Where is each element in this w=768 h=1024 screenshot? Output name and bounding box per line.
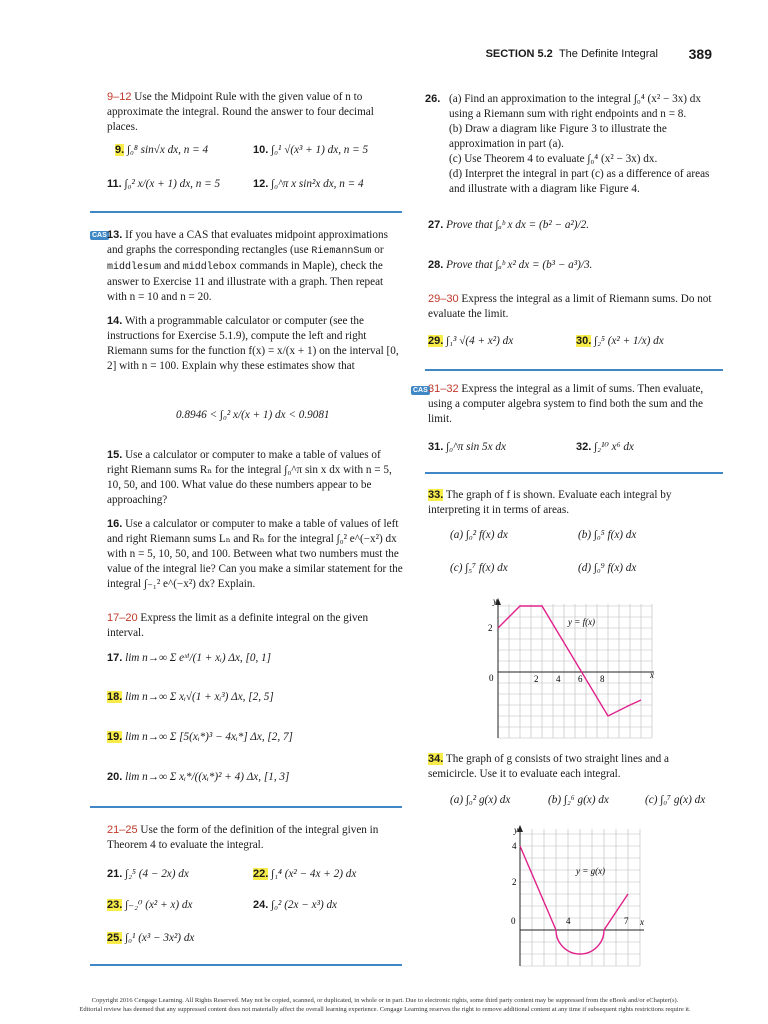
exercise-25: [107, 931, 194, 946]
exercise-number: 20.: [107, 771, 123, 783]
graph-g-x-tick: 4: [566, 916, 571, 926]
instructions-29-30: [428, 292, 718, 322]
code-middlesum: middlesum: [107, 262, 162, 273]
graph-f-x-tick: 6: [578, 674, 583, 684]
exercise-text: Use a calculator or computer to make a table of values of left and right Riemann sums Lₙ and Rₙ for the integral ∫₀² e^(−x²) dx with n = 5, 10, 50, and 100. Between what two numbers must the value of the integral lie? Can you make a similar statement for the integral ∫₋₁² e^(−x²) dx? Explain.: [107, 518, 403, 590]
exercise-16: [107, 517, 403, 592]
exercise-expression: ∫₀¹ (x³ − 3x²) dx: [125, 932, 195, 944]
cas-icon: CAS: [413, 387, 428, 394]
exercise-22: [253, 867, 356, 882]
footer-line-1: Copyright 2016 Cengage Learning. All Rights Reserved. May not be copied, scanned, or duplicated, in whole or in part. Due to electronic rights, some third party content may be suppressed from the eBook and/or eChapter(s).: [91, 997, 679, 1004]
graph-g-x-tick: 7: [624, 916, 629, 926]
instructions-17-20: [107, 611, 403, 641]
exercise-number: 29.: [428, 335, 444, 347]
exercise-33-part-c: (c) ∫₅⁷ f(x) dx: [450, 562, 508, 574]
exercise-10: [253, 143, 368, 158]
range-label: 31–32: [428, 383, 459, 395]
exercise-expression: ∫₂¹⁰ x⁶ dx: [594, 441, 634, 453]
exercise-number: 28.: [428, 259, 444, 271]
code-middlebox: middlebox: [182, 262, 237, 273]
exercise-expression: ∫₀² (2x − x³) dx: [271, 899, 338, 911]
exercise-14: [107, 314, 403, 374]
exercise-text: and: [163, 260, 180, 272]
exercise-14-inequality: 0.8946 < ∫₀² x/(x + 1) dx < 0.9081: [176, 409, 330, 421]
exercise-28: [428, 258, 592, 273]
graph-g-curve-label: y = g(x): [576, 866, 606, 876]
exercise-number: 12.: [253, 178, 269, 190]
graph-g: [500, 824, 650, 970]
section-divider: [425, 472, 723, 474]
exercise-expression: Prove that ∫ₐᵇ x² dx = (b³ − a³)/3.: [446, 259, 593, 271]
graph-g-y-tick-2: 2: [512, 877, 517, 887]
graph-f-x-tick: 8: [600, 674, 605, 684]
exercise-34: [428, 752, 718, 782]
exercise-text: With a programmable calculator or computer (see the instructions for Exercise 5.1.9), compute the left and right Riemann sums for the function f(x) = x/(x + 1) on the interval [0, 2] with n = 100. Explain why these estimates show that: [107, 315, 399, 372]
exercise-29: [428, 334, 513, 349]
exercise-30: [576, 334, 664, 349]
page-header: [0, 46, 768, 66]
exercise-text: If you have a CAS that evaluates midpoint approximations and graphs the corresponding rectangles (use: [107, 229, 388, 256]
exercise-number: 11.: [107, 178, 122, 190]
graph-f-y-tick: 2: [488, 623, 493, 633]
exercise-number: 26.: [425, 93, 441, 105]
exercise-31: [428, 440, 506, 455]
exercise-expression: Prove that ∫ₐᵇ x dx = (b² − a²)/2.: [446, 219, 589, 231]
instruction-text: Express the integral as a limit of sums. Then evaluate, using a computer algebra system to find both the sum and the limit.: [428, 383, 704, 425]
exercise-21: [107, 867, 189, 882]
graph-f-x-tick: 2: [534, 674, 539, 684]
exercise-number: 21.: [107, 868, 123, 880]
graph-g-x-label: x: [640, 917, 644, 927]
exercise-number: 34.: [428, 753, 444, 765]
exercise-32: [576, 440, 634, 455]
exercise-number: 18.: [107, 691, 123, 703]
graph-f-origin: 0: [489, 673, 494, 683]
exercise-expression: ∫₁³ √(4 + x²) dx: [446, 335, 514, 347]
exercise-26-part-c: (c) Use Theorem 4 to evaluate ∫₀⁴ (x² − 3x) dx.: [449, 153, 658, 165]
exercise-text: The graph of f is shown. Evaluate each integral by interpreting it in terms of areas.: [428, 489, 672, 516]
exercise-text: The graph of g consists of two straight lines and a semicircle. Use it to evaluate each integral.: [428, 753, 669, 780]
range-label: 21–25: [107, 824, 138, 836]
section-divider: [425, 369, 723, 371]
section-title: The Definite Integral: [558, 48, 658, 60]
exercise-expression: ∫₂⁵ (x² + 1/x) dx: [594, 335, 664, 347]
exercise-number: 32.: [576, 441, 592, 453]
exercise-26: [425, 92, 721, 197]
exercise-text: or: [374, 244, 384, 256]
cas-icon: CAS: [92, 232, 107, 239]
instruction-text: Use the Midpoint Rule with the given value of n to approximate the integral. Round the answer to four decimal places.: [107, 91, 374, 133]
exercise-number: 17.: [107, 652, 123, 664]
exercise-expression: ∫₁⁴ (x² − 4x + 2) dx: [271, 868, 357, 880]
range-label: 29–30: [428, 293, 459, 305]
graph-f-y-label: y: [493, 596, 497, 606]
exercise-number: 19.: [107, 731, 123, 743]
exercise-text: Use a calculator or computer to make a table of values of right Riemann sums Rₙ for the integral ∫₀^π sin x dx with n = 5, 10, 50, and 100. What value do these numbers appear to be approaching?: [107, 449, 392, 506]
exercise-26-part-b: (b) Draw a diagram like Figure 3 to illustrate the approximation in part (a).: [449, 123, 667, 150]
exercise-26-part-d: (d) Interpret the integral in part (c) as a difference of areas and illustrate with a diagram like Figure 4.: [449, 168, 710, 195]
exercise-expression: ∫₀² x/(x + 1) dx, n = 5: [124, 178, 221, 190]
exercise-expression: lim n→∞ Σ xᵢ√(1 + xᵢ³) Δx, [2, 5]: [125, 691, 274, 703]
exercise-23: [107, 898, 192, 913]
exercise-number: 23.: [107, 899, 123, 911]
exercise-33-part-a: (a) ∫₀² f(x) dx: [450, 529, 508, 541]
exercise-expression: ∫₀¹ √(x³ + 1) dx, n = 5: [271, 144, 369, 156]
range-label: 9–12: [107, 91, 132, 103]
exercise-number: 10.: [253, 144, 269, 156]
exercise-34-part-b: (b) ∫₂⁶ g(x) dx: [548, 794, 609, 806]
exercise-expression: lim n→∞ Σ xᵢ*/((xᵢ*)² + 4) Δx, [1, 3]: [125, 771, 290, 783]
graph-f-curve-label: y = f(x): [568, 617, 596, 627]
section-label: SECTION 5.2: [485, 48, 553, 60]
exercise-12: [253, 177, 364, 192]
exercise-33-part-b: (b) ∫₀⁵ f(x) dx: [578, 529, 637, 541]
exercise-27: [428, 218, 589, 233]
instruction-text: Express the integral as a limit of Riemann sums. Do not evaluate the limit.: [428, 293, 712, 320]
exercise-33-part-d: (d) ∫₀⁹ f(x) dx: [578, 562, 637, 574]
instructions-9-12: [107, 90, 403, 135]
exercise-34-part-a: (a) ∫₀² g(x) dx: [450, 794, 511, 806]
exercise-number: 24.: [253, 899, 269, 911]
exercise-number: 9.: [115, 144, 125, 156]
exercise-number: 22.: [253, 868, 269, 880]
exercise-number: 31.: [428, 441, 444, 453]
exercise-19: [107, 730, 293, 745]
exercise-number: 14.: [107, 315, 123, 327]
exercise-expression: ∫₀⁸ sin√x dx, n = 4: [126, 144, 209, 156]
exercise-11: [107, 177, 220, 192]
range-label: 17–20: [107, 612, 138, 624]
section-divider: [90, 806, 402, 808]
exercise-24: [253, 898, 337, 913]
graph-g-y-label: y: [514, 825, 518, 835]
exercise-number: 13.: [107, 229, 123, 241]
exercise-number: 25.: [107, 932, 123, 944]
exercise-number: 27.: [428, 219, 444, 231]
exercise-text: commands in Maple), check the answer to Exercise 11 and illustrate with a graph. Then repeat with n = 10 and n = 20.: [107, 260, 384, 303]
exercise-number: 33.: [428, 489, 444, 501]
exercise-34-part-c: (c) ∫₀⁷ g(x) dx: [645, 794, 706, 806]
instructions-31-32: [428, 382, 718, 427]
exercise-20: [107, 770, 289, 785]
graph-f-x-tick: 4: [556, 674, 561, 684]
instruction-text: Use the form of the definition of the integral given in Theorem 4 to evaluate the integral.: [107, 824, 379, 851]
exercise-17: [107, 651, 271, 666]
exercise-expression: ∫₀^π x sin²x dx, n = 4: [271, 178, 364, 190]
exercise-number: 15.: [107, 449, 123, 461]
exercise-15: [107, 448, 403, 508]
page-number: 389: [688, 46, 712, 62]
instruction-text: Express the limit as a definite integral on the given interval.: [107, 612, 369, 639]
copyright-footer: [40, 996, 730, 1014]
section-heading: [486, 48, 658, 60]
exercise-18: [107, 690, 274, 705]
graph-g-grid: [520, 829, 640, 966]
graph-g-origin: 0: [511, 916, 516, 926]
exercise-number: 16.: [107, 518, 123, 530]
exercise-13: [107, 228, 403, 305]
exercise-expression: ∫₀^π sin 5x dx: [446, 441, 506, 453]
footer-line-2: Editorial review has deemed that any suppressed content does not materially affect the overall learning experience. Cengage Learning reserves the right to remove additional content at any time if subsequent rights restrictions require it.: [79, 1006, 691, 1013]
exercise-number: 30.: [576, 335, 592, 347]
exercise-expression: lim n→∞ Σ eˣⁱ/(1 + xᵢ) Δx, [0, 1]: [125, 652, 272, 664]
graph-g-y-tick-4: 4: [512, 841, 517, 851]
section-divider: [90, 211, 402, 213]
exercise-expression: ∫₂⁵ (4 − 2x) dx: [125, 868, 189, 880]
graph-f-x-label: x: [650, 670, 654, 680]
exercise-expression: lim n→∞ Σ [5(xᵢ*)³ − 4xᵢ*] Δx, [2, 7]: [125, 731, 293, 743]
graph-f: [484, 596, 664, 741]
exercise-33: [428, 488, 718, 518]
exercise-expression: ∫₋₂⁰ (x² + x) dx: [125, 899, 193, 911]
section-divider: [90, 964, 402, 966]
exercise-26-part-a: (a) Find an approximation to the integral ∫₀⁴ (x² − 3x) dx using a Riemann sum with right endpoints and n = 8.: [449, 93, 701, 120]
instructions-21-25: [107, 823, 403, 853]
code-riemannsum: RiemannSum: [311, 246, 372, 257]
graph-g-curve: [520, 846, 628, 954]
exercise-9: [115, 143, 208, 158]
